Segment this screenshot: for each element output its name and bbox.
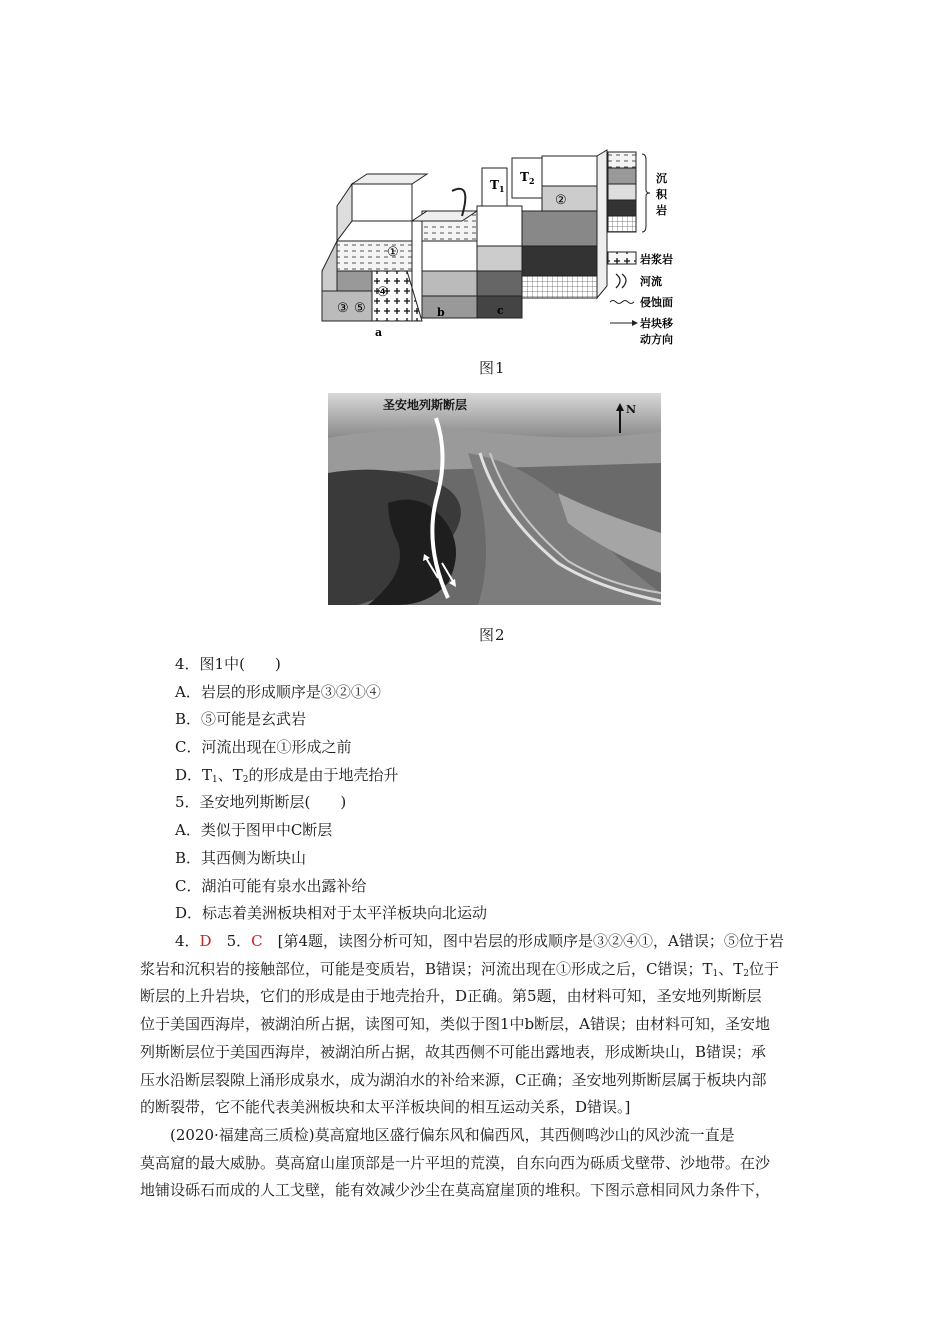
svg-text:岩: 岩 xyxy=(656,204,667,217)
answer-line-1: 4．D 5．C [第4题，读图分析可知，图中岩层的形成顺序是③②④①，A错误；⑤位于岩 xyxy=(175,932,784,950)
figure1-caption: 图1 xyxy=(479,359,506,377)
label-a: a xyxy=(375,326,383,339)
material-line-2: 莫高窟的最大威胁。莫高窟山崖顶部是一片平坦的荒漠，自东向西为砾质戈壁带、沙地带。在沙 xyxy=(140,1154,771,1172)
q5-option-b: B．其西侧为断块山 xyxy=(175,849,307,867)
figure2-aerial-photo xyxy=(328,393,661,605)
legend xyxy=(608,152,674,346)
answer-line-3: 断层的上升岩块，它们的形成是由于地壳抬升，D正确。第5题，由材料可知，圣安地列斯断层 xyxy=(140,987,762,1005)
figure1-block-diagram xyxy=(312,146,692,346)
label-2: ② xyxy=(555,193,567,208)
q4-option-b: B．⑤可能是玄武岩 xyxy=(175,710,307,728)
label-c: c xyxy=(497,304,504,317)
block-a xyxy=(322,174,427,321)
label-4: ④ xyxy=(377,285,389,300)
material-line-3: 地铺设砾石而成的人工戈壁，能有效减少沙尘在莫高窟崖顶的堆积。下图示意相同风力条件下， xyxy=(140,1181,771,1199)
block-b xyxy=(412,189,477,318)
q4-option-a: A．岩层的形成顺序是③②①④ xyxy=(175,683,381,701)
q4-option-c: C．河流出现在①形成之前 xyxy=(175,738,352,756)
q5-stem: 5．圣安地列斯断层( ) xyxy=(175,793,347,811)
answer-line-4: 位于美国西海岸，被湖泊所占据，读图可知，类似于图1中b断层，A错误；由材料可知，圣安地 xyxy=(140,1015,770,1033)
svg-text:沉: 沉 xyxy=(656,172,667,185)
figure2-caption: 图2 xyxy=(479,626,506,644)
answer-line-6: 压水沿断层裂隙上涌形成泉水，成为湖泊水的补给来源，C正确；圣安地列斯断层属于板块内部 xyxy=(140,1071,767,1089)
label-t1: $T_1$ xyxy=(490,178,505,194)
label-t2: $T_2$ xyxy=(520,170,535,186)
svg-text:岩块移: 岩块移 xyxy=(640,317,673,330)
label-1: ① xyxy=(387,245,399,260)
label-5: ⑤ xyxy=(354,301,366,316)
svg-text:动方向: 动方向 xyxy=(640,333,673,346)
north-icon: N xyxy=(626,403,637,416)
svg-text:侵蚀面: 侵蚀面 xyxy=(640,296,673,309)
answer-4: D xyxy=(199,932,212,950)
answer-line-7: 的断裂带，它不能代表美洲板块和太平洋板块间的相互运动关系，D错误。] xyxy=(140,1098,631,1116)
material-line-1: (2020·福建高三质检)莫高窟地区盛行偏东风和偏西风，其西侧鸣沙山的风沙流一直是 xyxy=(140,1126,735,1144)
svg-text:积: 积 xyxy=(656,188,667,201)
fault-label: 圣安地列斯断层 xyxy=(383,398,468,412)
svg-text:河流: 河流 xyxy=(640,275,662,288)
answer-5: C xyxy=(251,932,263,950)
svg-text:岩浆岩: 岩浆岩 xyxy=(640,253,673,266)
label-b: b xyxy=(437,306,445,319)
q5-option-a: A．类似于图甲中C断层 xyxy=(175,821,333,839)
label-3: ③ xyxy=(337,301,349,316)
q5-option-d: D．标志着美洲板块相对于太平洋板块向北运动 xyxy=(175,904,488,922)
q4-option-d: D．$T_1$、$T_2$的形成是由于地壳抬升 xyxy=(175,766,399,785)
q4-stem: 4．图1中( ) xyxy=(175,655,281,673)
answer-line-5: 列斯断层位于美国西海岸，被湖泊所占据，故其西侧不可能出露地表，形成断块山，B错误；承 xyxy=(140,1043,767,1061)
answer-line-2: 浆岩和沉积岩的接触部位，可能是变质岩，B错误；河流出现在①形成之后，C错误；$T_1$、$T_2$位于 xyxy=(140,960,780,979)
q5-option-c: C．湖泊可能有泉水出露补给 xyxy=(175,877,367,895)
